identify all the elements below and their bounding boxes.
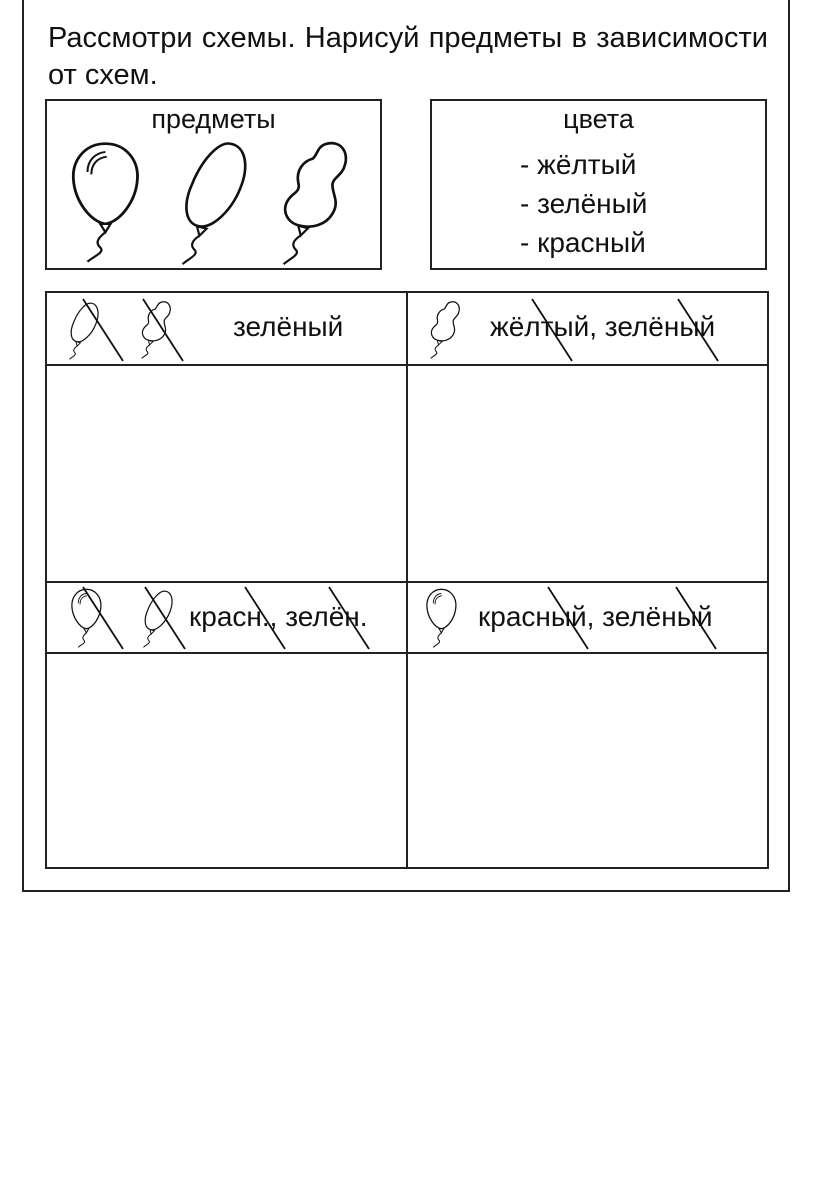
color-item-red: - красный — [520, 227, 646, 258]
balloon-round-icon — [73, 144, 137, 262]
scheme-4-label: красный, зелёный — [478, 601, 713, 632]
scheme-4 — [408, 583, 769, 655]
task-grid — [45, 291, 769, 869]
objects-legend — [45, 99, 382, 270]
colors-legend — [430, 99, 767, 270]
scheme-1-label: зелёный — [233, 311, 344, 342]
balloon-wavy-icon — [431, 302, 460, 359]
scheme-1-icons — [47, 293, 406, 365]
balloon-round-icon — [72, 589, 101, 647]
drawing-area-1[interactable] — [47, 366, 406, 581]
balloon-oval-icon — [183, 144, 246, 265]
color-item-yellow: - жёлтый — [520, 149, 637, 180]
drawing-area-4[interactable] — [408, 654, 769, 867]
balloon-wavy-icon — [142, 302, 171, 359]
objects-legend-title: предметы — [151, 104, 276, 134]
scheme-3-label: красн., зелён. — [189, 601, 368, 632]
task-instruction: Рассмотри схемы. Нарисуй предметы в зависимости от схем. — [48, 22, 768, 91]
balloon-oval-icon — [69, 303, 98, 359]
balloon-wavy-icon — [284, 143, 346, 264]
objects-illustrations — [47, 135, 380, 270]
drawing-area-2[interactable] — [408, 366, 769, 581]
colors-list — [520, 145, 647, 262]
colors-legend-title: цвета — [563, 104, 634, 134]
scheme-2-label: жёлтый, зелёный — [490, 311, 716, 342]
balloon-round-icon — [427, 589, 456, 647]
color-item-green: - зелёный — [520, 188, 648, 219]
balloon-oval-icon — [143, 591, 172, 647]
drawing-area-3[interactable] — [47, 654, 406, 867]
scheme-1 — [47, 293, 406, 365]
scheme-3 — [47, 583, 406, 655]
scheme-2 — [408, 293, 769, 365]
